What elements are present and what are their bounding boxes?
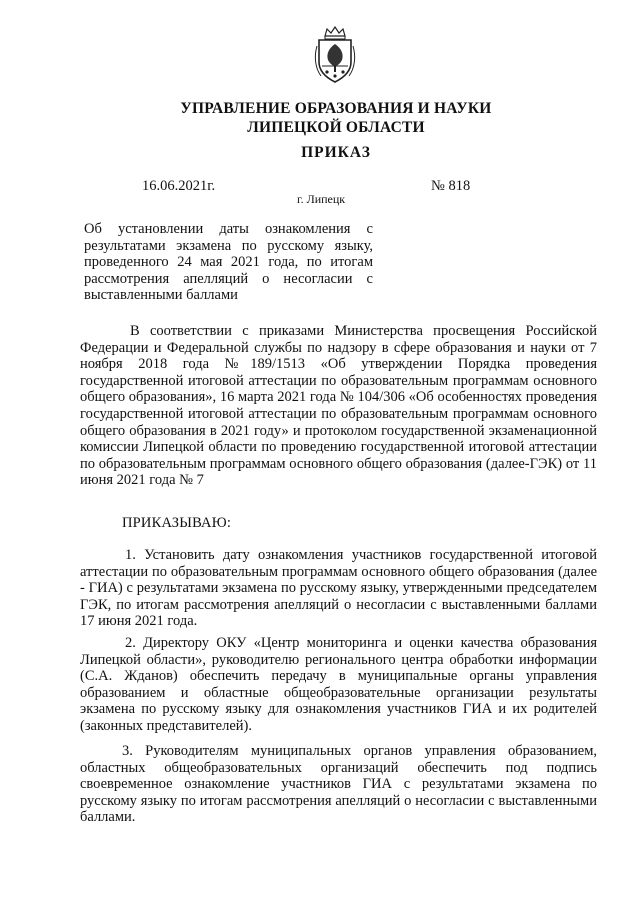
order-directive: ПРИКАЗЫВАЮ:	[122, 515, 232, 531]
order-number: № 818	[431, 178, 471, 194]
organization-name-line2: ЛИПЕЦКОЙ ОБЛАСТИ	[247, 119, 425, 136]
order-city: г. Липецк	[297, 192, 346, 206]
organization-name-line1: УПРАВЛЕНИЕ ОБРАЗОВАНИЯ И НАУКИ	[180, 100, 492, 117]
order-subject: Об установлении даты ознакомления с результатами экзамена по русскому языку, проведенного 24 мая 2021 года, по итогам рассмотрения апелляций о несогласии с выставленными баллами	[84, 221, 373, 304]
lipetsk-coat-of-arms-icon	[313, 26, 357, 84]
order-date: 16.06.2021г.	[142, 178, 216, 194]
preamble-paragraph: В соответствии с приказами Министерства просвещения Российской Федерации и Федеральной службы по надзору в сфере образования и науки от 7 ноября 2018 года №189/1513 «Об утверждении Порядка проведения государственной итоговой аттестации по образовательным программам основного общего образования», 16 марта 2021 года № 104/306 «Об особенностях проведения государственной итоговой аттестации по образовательным программам основного общего образования в 2021 году» и протоколом государственной экзаменационной комиссии Липецкой области по проведению государственной итоговой аттестации по образовательным программам основного общего образования (далее-ГЭК) от 11 июня 2021 года № 7	[80, 323, 597, 489]
document-type-title: ПРИКАЗ	[301, 144, 371, 161]
order-item-2: 2. Директору ОКУ «Центр мониторинга и оценки качества образования Липецкой области», руководителю регионального центра обработки информации (С.А. Жданов) обеспечить передачу в муниципальные органы управления образованием и областные общеобразовательные организации результаты экзамена по русскому языку для ознакомления участников ГИА и их родителей (законных представителей).	[80, 635, 597, 734]
order-item-1: 1. Установить дату ознакомления участников государственной итоговой аттестации по образовательным программам основного общего образования (далее - ГИА) с результатами экзамена по русскому языку, утвержденными председателем ГЭК, по итогам рассмотрения апелляций о несогласии с выставленными баллами 17 июня 2021 года.	[80, 547, 597, 630]
order-item-3: 3. Руководителям муниципальных органов управления образованием, областных общеобразовательных организаций обеспечить под подпись своевременное ознакомление участников ГИА с результатами экзамена по русскому языку по итогам рассмотрения апелляций о несогласии с выставленными баллами.	[80, 743, 597, 826]
